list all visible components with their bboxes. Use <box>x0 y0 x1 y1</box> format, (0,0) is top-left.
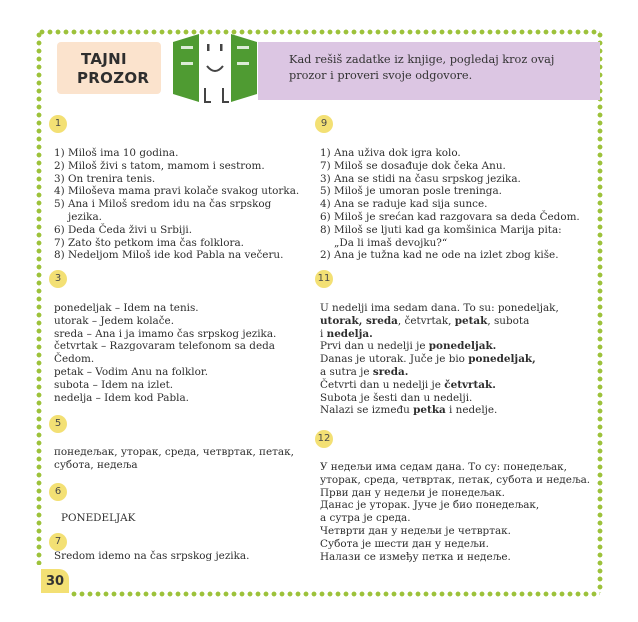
answer-line: Налази се између петка и недеље. <box>320 550 511 563</box>
answer-line: 7) Zato što petkom ima čas folklora. <box>54 236 244 249</box>
section-11-badge: 11 <box>315 270 333 288</box>
section-9-answers <box>320 147 580 262</box>
section-12-answers <box>320 461 590 563</box>
answer-line <box>320 379 559 392</box>
section-7-answer: Sredom idemo na čas srpskog jezika. <box>54 550 250 562</box>
answer-bold-word: nedelja <box>326 327 370 340</box>
answer-line: понедељак, уторак, среда, четвртак, петак, <box>54 446 294 458</box>
answer-line: 5) Ana i Miloš sredom idu na čas srpskog <box>54 198 272 211</box>
section-3-answers <box>54 302 276 404</box>
answer-line: уторак, среда, четвртак, петак, субота и недеља. <box>320 473 591 486</box>
answer-line: 6) Miloš je srećan kad razgovara sa deda Čedom. <box>320 210 580 223</box>
section-6-answer: PONEDELJAK <box>61 512 136 524</box>
answer-line: subota – Idem na izlet. <box>54 378 174 391</box>
answer-line: 8) Nedeljom Miloš ide kod Pabla na večeru. <box>54 249 284 262</box>
frame-top-dots <box>38 29 600 35</box>
answer-line: sreda – Ana i ja imamo čas srpskog jezika. <box>54 327 277 340</box>
answer-text: Prvi dan u nedelji je <box>320 340 429 353</box>
instruction-box <box>258 42 600 100</box>
robot-window-illustration <box>173 32 257 108</box>
answer-bold-word: . <box>404 365 409 378</box>
answer-line: 1) Ana uživa dok igra kolo. <box>320 147 461 159</box>
answer-line: 8) Miloš se ljuti kad ga komšinica Marija pita: <box>320 223 562 236</box>
answer-bold-word: . <box>492 340 497 353</box>
answer-line: U nedelji ima sedam dana. To su: ponedeljak, <box>320 302 559 314</box>
instruction-line-2: prozor i proveri svoje odgovore. <box>289 69 473 82</box>
answer-text: Danas je utorak. Juče je bio <box>320 353 469 366</box>
instruction-line-1: Kad rešiš zadatke iz knjige, pogledaj kroz ovaj <box>289 53 555 66</box>
answer-line: ponedeljak – Idem na tenis. <box>54 302 199 314</box>
answer-line <box>320 366 559 379</box>
answer-line: Čedom. <box>54 353 95 366</box>
section-1-answers <box>54 147 299 262</box>
answer-bold-word: petka <box>413 404 446 417</box>
answer-line <box>320 328 559 341</box>
answer-line <box>320 340 559 353</box>
answer-bold-word: , <box>532 353 536 366</box>
answer-text: , subota <box>487 314 530 327</box>
frame-bottom-dots <box>70 591 600 597</box>
answer-line: jezika. <box>68 210 102 223</box>
answer-text: a sutra je <box>320 365 373 378</box>
answer-line: utorak – Jedem kolače. <box>54 314 174 327</box>
page-number: 30 <box>41 569 69 593</box>
answer-line: Четврти дан у недељи је четвртак. <box>320 524 511 537</box>
answer-line: petak – Vodim Anu na folklor. <box>54 365 209 378</box>
answer-line: 5) Miloš je umoran posle treninga. <box>320 185 502 198</box>
answer-line: četvrtak – Razgovaram telefonom sa deda <box>54 340 275 353</box>
title-line-1: TAJNI <box>81 50 127 68</box>
answer-line: а сутра је среда. <box>320 512 411 525</box>
answer-line: 7) Miloš se dosađuje dok čeka Anu. <box>320 159 506 172</box>
answer-bold-word: četvrtak <box>444 378 493 391</box>
answer-bold-word: . <box>369 327 373 340</box>
section-3-badge: 3 <box>49 270 67 288</box>
answer-bold-word: , <box>358 314 366 327</box>
answer-line: Субота је шести дан у недељи. <box>320 537 489 550</box>
section-1-badge: 1 <box>49 115 67 133</box>
section-5-badge: 5 <box>49 415 67 433</box>
section-6-badge: 6 <box>49 483 67 501</box>
answer-bold-word: sreda <box>365 314 398 327</box>
answer-text: , četvrtak, <box>397 314 455 327</box>
section-7-badge: 7 <box>49 533 67 551</box>
answer-line: 2) Ana je tužna kad ne ode na izlet zbog kiše. <box>320 249 559 262</box>
answer-line <box>320 404 559 417</box>
answer-line: 1) Miloš ima 10 godina. <box>54 147 179 159</box>
answer-bold-word: ponedeljak <box>468 353 533 366</box>
answer-line: 3) On trenira tenis. <box>54 172 156 185</box>
answer-line: 6) Deda Čeda živi u Srbiji. <box>54 223 193 236</box>
answer-line: Subota je šesti dan u nedelji. <box>320 391 473 404</box>
title-line-2: PROZOR <box>77 69 150 87</box>
title-box <box>57 42 161 94</box>
answer-line: 2) Miloš živi s tatom, mamom i sestrom. <box>54 159 265 172</box>
answer-line: nedelja – Idem kod Pabla. <box>54 391 189 404</box>
section-11-answers <box>320 302 559 417</box>
answer-line: 4) Miloševa mama pravi kolače svakog utorka. <box>54 185 300 198</box>
frame-right-dots <box>597 31 603 593</box>
answer-bold-word: . <box>492 378 496 391</box>
section-9-badge: 9 <box>315 115 333 133</box>
answer-line: 3) Ana se stidi na času srpskog jezika. <box>320 172 521 185</box>
answer-line: 4) Ana se raduje kad sija sunce. <box>320 198 488 211</box>
answer-bold-word: ponedeljak <box>428 340 493 353</box>
section-5-answers <box>54 446 294 472</box>
answer-text: i nedelje. <box>445 404 498 417</box>
answer-bold-word: utorak <box>320 314 359 327</box>
answer-line <box>320 315 559 328</box>
frame-left-dots <box>36 31 42 565</box>
answer-line: субота, недеља <box>54 458 138 471</box>
answer-text: i <box>320 327 327 340</box>
answer-text: Četvrti dan u nedelji je <box>320 378 445 391</box>
answer-line: У недељи има седам дана. То су: понедељак, <box>320 461 567 473</box>
answer-text: Nalazi se između <box>320 404 414 417</box>
answer-line: „Da li imaš devojku?“ <box>334 236 448 249</box>
answer-line: Данас је уторак. Јуче је био понедељак, <box>320 499 540 512</box>
answer-bold-word: sreda <box>372 365 405 378</box>
answer-line: Први дан у недељи је понедељак. <box>320 486 505 499</box>
answer-bold-word: petak <box>454 314 488 327</box>
section-12-badge: 12 <box>315 430 333 448</box>
answer-line <box>320 353 559 366</box>
